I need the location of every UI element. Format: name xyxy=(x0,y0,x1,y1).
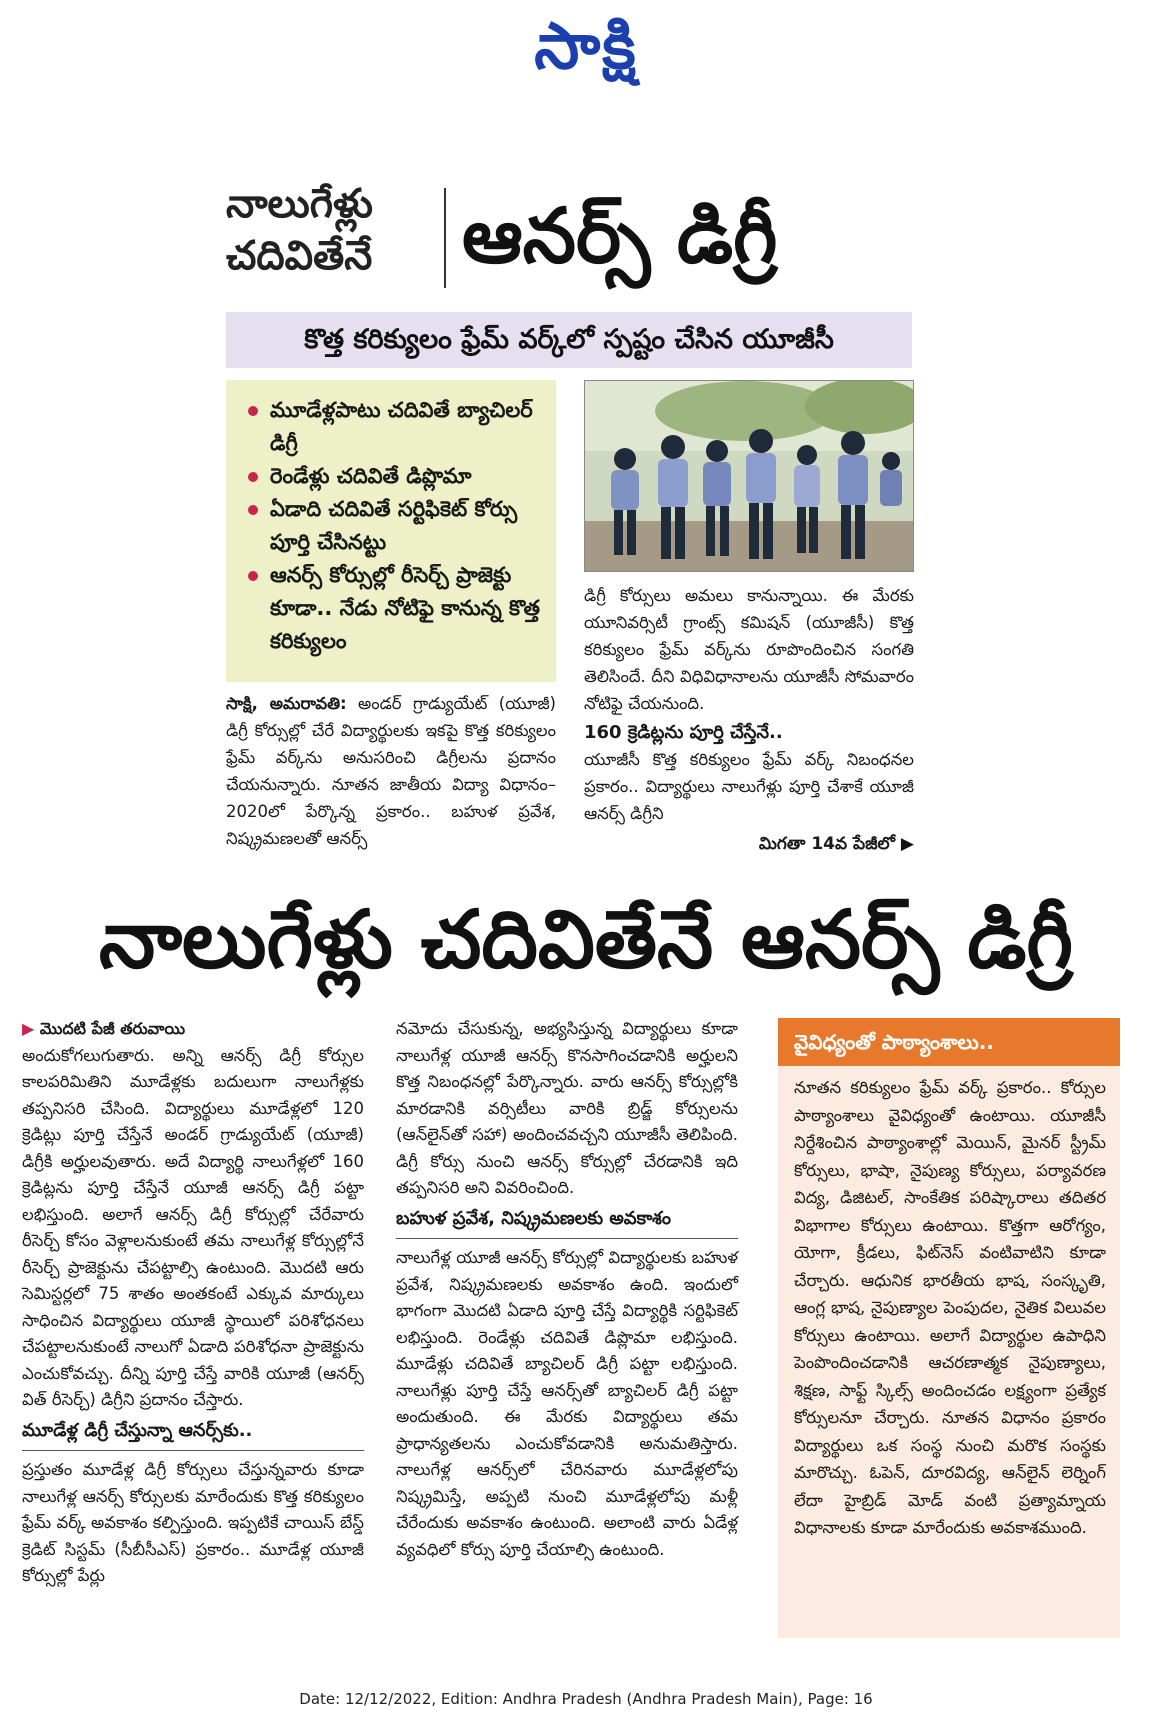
jump-kicker xyxy=(22,1016,364,1043)
students-photo-illustration xyxy=(585,381,914,572)
article-paragraph: అందుకోగలుగుతారు. అన్ని ఆనర్స్ డిగ్రీ కోర్సుల కాలపరిమితిని మూడేళ్లకు బదులుగా నాలుగేళ్లకు తప్పనిసరి చేసింది. విద్యార్థులు మూడేళ్లలో 120 క్రెడిట్లు పూర్తి చేస్తేనే అండర్ గ్రాడ్యుయేట్ (యూజీ) డిగ్రీకి అర్హులవుతారు. అదే విద్యార్థి నాలుగేళ్లలో 160 క్రెడిట్లను పూర్తి చేస్తేనే యూజీ ఆనర్స్ డిగ్రీ పట్టా లభిస్తుంది. అలాగే ఆనర్స్ డిగ్రీ కోర్సుల్లో చేరేవారు రీసెర్చ్ కోసం వెళ్లాలనుకుంటే తమ నాలుగేళ్ల కోర్సుల్లోనే రీసెర్చ్ ప్రాజెక్టును చేపట్టాల్సి ఉంటుంది. మొదటి ఆరు సెమిస్టర్లలో 75 శాతం అంతకంటే ఎక్కువ మార్కులు సాధించిన విద్యార్థులు యూజీ స్థాయిలో పరిశోధనలు చేపట్టాలనుకుంటే నాలుగో ఏడాది పరిశోధనా ప్రాజెక్టును ఎంచుకోవచ్చు. దీన్ని పూర్తి చేస్తే వారికి యూజీ (ఆనర్స్ విత్ రీసెర్చ్) డిగ్రీని ప్రదానం చేస్తారు. xyxy=(22,1045,364,1409)
sidebar-box-title: వైవిధ్యంతో పాఠ్యాంశాలు.. xyxy=(778,1018,1120,1066)
continued-link[interactable] xyxy=(584,831,914,858)
play-arrow-icon: ▶ xyxy=(22,1019,35,1038)
jump-column-1 xyxy=(22,1016,364,1590)
jump-kicker-text: మొదటి పేజీ తరువాయి xyxy=(39,1019,186,1038)
subsection-heading: 160 క్రెడిట్లను పూర్తి చేస్తేనే.. xyxy=(584,722,783,743)
highlights-box xyxy=(226,380,556,682)
top-headline-block xyxy=(218,178,928,298)
highlight-item: రెండేళ్లు చదివితే డిప్లొమా xyxy=(248,460,542,493)
headline-kicker: నాలుగేళ్లు చదివితేనే xyxy=(226,181,373,279)
masthead xyxy=(0,10,1172,99)
jump-headline: నాలుగేళ్లు చదివితేనే ఆనర్స్ డిగ్రీ xyxy=(98,893,1074,986)
section-divider xyxy=(396,1238,738,1239)
dateline: సాక్షి, అమరావతి: xyxy=(226,694,347,713)
continued-text: మిగతా 14వ పేజీలో xyxy=(758,834,895,854)
subheadline: కొత్త కరిక్యులం ఫ్రేమ్ వర్క్‌లో స్పష్టం చేసిన యూజీసీ xyxy=(226,312,912,368)
jump-column-2 xyxy=(396,1016,738,1563)
article-paragraph: నాలుగేళ్ల యూజీ ఆనర్స్ కోర్సుల్లో విద్యార్థులకు బహుళ ప్రవేశ, నిష్క్రమణలకు అవకాశం ఉంది. ఇందులో భాగంగా మొదటి ఏడాది పూర్తి చేస్తే విద్యార్థికి సర్టిఫికెట్ లభిస్తుంది. రెండేళ్లు చదివితే డిప్లొమా లభిస్తుంది. మూడేళ్లు చదివితే బ్యాచిలర్ డిగ్రీ పట్టా లభిస్తుంది. నాలుగేళ్లు పూర్తి చేస్తే ఆనర్స్‌తో బ్యాచిలర్ డిగ్రీ పట్టా అందుతుంది. ఈ మేరకు విద్యార్థులు తమ ప్రాధాన్యతలను ఎంచుకోవడానికి అనుమతిస్తారు. నాలుగేళ్ల ఆనర్స్‌లో చేరినవారు మూడేళ్లలోపు నిష్క్రమిస్తే, అప్పటి నుంచి మూడేళ్లలోపు మళ్లీ చేరేందుకు అవకాశం ఉంటుంది. అలాంటి వారు ఏడేళ్ల వ్యవధిలో కోర్సు పూర్తి చేయాల్సి ఉంటుంది. xyxy=(396,1248,738,1559)
play-arrow-icon: ▶ xyxy=(900,834,914,854)
highlight-item: ఆనర్స్ కోర్సుల్లో రీసెర్చ్ ప్రాజెక్టు కూడా.. నేడు నోటిఫై కానున్న కొత్త కరిక్యులం xyxy=(248,559,542,658)
article-paragraph: నమోదు చేసుకున్న, అభ్యసిస్తున్న విద్యార్థులు కూడా నాలుగేళ్ల యూజీ ఆనర్స్ కొనసాగించడానికి అర్హులని కొత్త నిబంధనల్లో పేర్కొన్నారు. వారు ఆనర్స్ కోర్సుల్లోకి మారడానికి వర్సిటీలు వారికి బ్రిడ్జ్ కోర్సులను (ఆన్‌లైన్‌తో సహా) అందించవచ్చని యూజీసీ తెలిపింది. డిగ్రీ కోర్సు నుంచి ఆనర్స్ కోర్సుల్లో చేరడానికి ఇది తప్పనిసరి అని వివరించింది. xyxy=(396,1019,738,1197)
students-photo xyxy=(584,380,914,572)
headline-main: ఆనర్స్ డిగ్రీ xyxy=(462,191,778,280)
subsection-heading: మూడేళ్ల డిగ్రీ చేస్తున్నా ఆనర్స్‌కు.. xyxy=(22,1419,253,1441)
subsection-heading: బహుళ ప్రవేశ, నిష్క్రమణలకు అవకాశం xyxy=(396,1207,672,1229)
top-story-paragraph: డిగ్రీ కోర్సులు అమలు కానున్నాయి. ఈ మేరకు యూనివర్సిటీ గ్రాంట్స్ కమిషన్ (యూజీసీ) కొత్త కరిక్యులం ఫ్రేమ్ వర్క్‌ను రూపొందించిన సంగతి తెలిసిందే. దీని విధివిధానాలను యూజీసీ సోమవారం నోటిఫై చేయనుంది. xyxy=(584,586,914,713)
highlight-item: మూడేళ్లపాటు చదివితే బ్యాచిలర్ డిగ్రీ xyxy=(248,394,542,460)
section-divider xyxy=(22,1450,364,1451)
sidebar-box xyxy=(778,1018,1120,1638)
article-paragraph: ప్రస్తుతం మూడేళ్ల డిగ్రీ కోర్సులు చేస్తున్నవారు కూడా నాలుగేళ్ల ఆనర్స్ కోర్సులకు మారేందుకు కొత్త కరిక్యులం ఫ్రేమ్ వర్క్ అవకాశం కల్పిస్తుంది. ఇప్పటికే చాయిస్ బేస్డ్ క్రెడిట్ సిస్టమ్ (సీబీసీఎస్) ప్రకారం.. మూడేళ్ల యూజీ కోర్సుల్లో పేర్లు xyxy=(22,1460,364,1585)
top-story-paragraph: అండర్ గ్రాడ్యుయేట్ (యూజీ) డిగ్రీ కోర్సుల్లో చేరే విద్యార్థులకు ఇకపై కొత్త కరిక్యులం ఫ్రేమ్ వర్క్‌ను అనుసరించి డిగ్రీలను ప్రదానం చేయనున్నారు. నూతన జాతీయ విద్యా విధానం–2020లో పేర్కొన్న ప్రకారం.. బహుళ ప్రవేశ, నిష్క్రమణలతో ఆనర్స్ xyxy=(226,694,556,848)
top-story-paragraph: యూజీసీ కొత్త కరిక్యులం ఫ్రేమ్ వర్క్ నిబంధనల ప్రకారం.. విద్యార్థులు నాలుగేళ్లు పూర్తి చేశాకే యూజీ ఆనర్స్ డిగ్రీని xyxy=(584,750,914,823)
sidebar-box-text: నూతన కరిక్యులం ఫ్రేమ్ వర్క్ ప్రకారం.. కోర్సుల పాఠ్యాంశాలు వైవిధ్యంతో ఉంటాయి. యూజీసీ నిర్దేశించిన పాఠ్యాంశాల్లో మెయిన్, మైనర్ స్ట్రీమ్ కోర్సులు, భాషా, నైపుణ్య కోర్సులు, పర్యావరణ విద్య, డిజిటల్, సాంకేతిక పరిష్కారాలు తదితర విభాగాల కోర్సులు ఉంటాయి. కొత్తగా ఆరోగ్యం, యోగా, క్రీడలు, ఫిట్‌నెస్ వంటివాటిని కూడా చేర్చారు. ఆధునిక భారతీయ భాష, సంస్కృతి, ఆంగ్ల భాష, నైపుణ్యాల పెంపుదల, నైతిక విలువల కోర్సులు ఉంటాయి. అలాగే విద్యార్థుల ఉపాధిని పెంపొందించడానికి ఆచరణాత్మక నైపుణ్యాలు, శిక్షణ, సాఫ్ట్ స్కిల్స్ అందించడం లక్ష్యంగా ప్రత్యేక కోర్సులనూ చేర్చారు. నూతన విధానం ప్రకారం విద్యార్థులు ఒక సంస్థ నుంచి మరొక సంస్థకు మారొచ్చు. ఓపెన్, దూరవిద్య, ఆన్‌లైన్ లెర్నింగ్ లేదా హైబ్రిడ్ మోడ్ వంటి ప్రత్యామ్నాయ విధానాలకు కూడా మారేందుకు అవకాశముంది. xyxy=(794,1078,1106,1537)
masthead-logo: సాక్షి xyxy=(534,10,638,84)
highlight-item: ఏడాది చదివితే సర్టిఫికెట్ కోర్సు పూర్తి చేసినట్టు xyxy=(248,493,542,559)
footer-edition-info: Date: 12/12/2022, Edition: Andhra Pradesh (Andhra Pradesh Main), Page: 16 xyxy=(299,1690,873,1708)
headline-divider xyxy=(444,188,446,288)
top-story-right-column xyxy=(584,582,914,858)
top-story-left-column xyxy=(226,690,556,852)
